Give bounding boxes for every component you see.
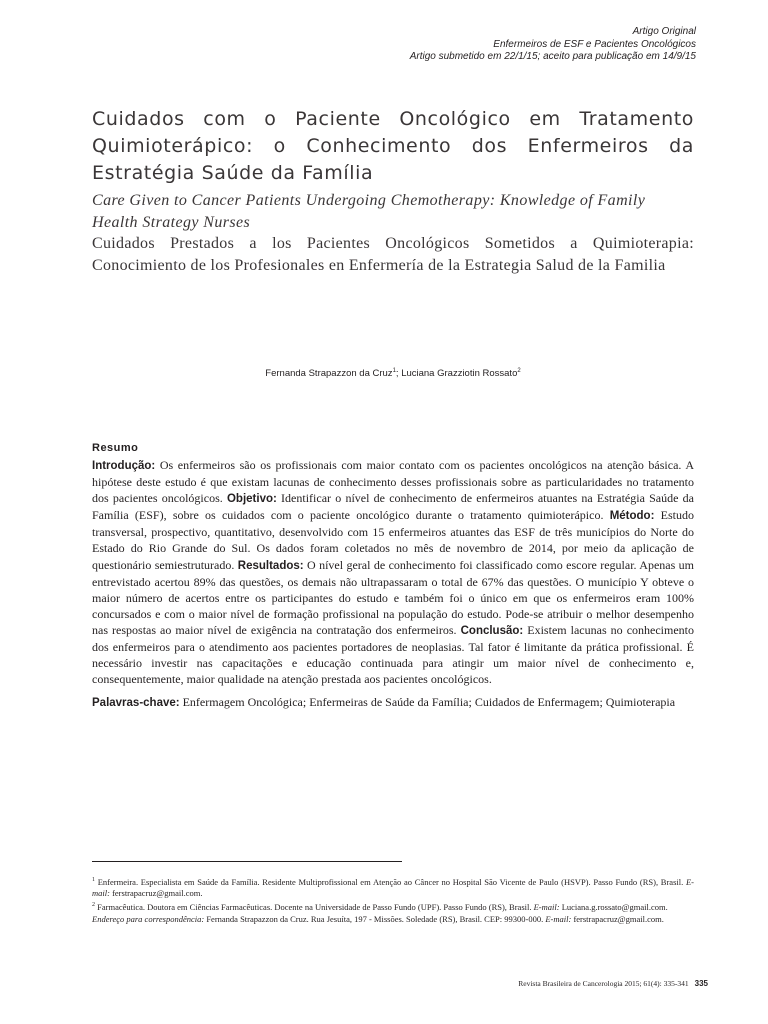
title-spanish: Cuidados Prestados a los Pacientes Oncológicos Sometidos a Quimioterapia: Conocimiento de los Profesionales en Enfermería de la Estrategia Salud de la Familia [92,235,694,274]
method-text: Estudo transversal, prospectivo, quantitativo, desenvolvido com 15 enfermeiros atuantes das ESF de três municípios do Norte do Estado do Rio Grande do Sul. Os dados foram coletados no mês de novembro de 2014, por meio da aplicação de questionário semiestruturado. [92,508,694,572]
submission-dates: Artigo submetido em 22/1/15; aceito para publicação em 14/9/15 [409,51,696,62]
footnote-1-marker: 1 [92,877,95,883]
page-number: 335 [694,979,708,988]
correspondence-text: Fernanda Strapazzon da Cruz. Rua Jesuíta, 197 - Missões. Soledade (RS), Brasil. CEP: 99300-000. [204,914,546,925]
intro-text: Os enfermeiros são os profissionais com maior contato com os pacientes oncológicos na atenção básica. A hipótese deste estudo é que existam lacunas de conhecimento desses profissionais sobre as particularidades no tratamento dos pacientes oncológicos. [92,458,694,506]
footnote-divider [92,861,402,862]
running-header [410,26,696,64]
author-2: Luciana Grazziotin Rossato [401,368,518,380]
intro-label: Introdução: [92,460,156,472]
conclusion-text: Existem lacunas no conhecimento dos enfermeiros para o atendimento aos pacientes portadores de neoplasias. Tal fator é limitante da prática profissional. É necessário investir nas capacitações e educação continuada para atingir um maior nível de conhecimento e, consequentemente, maior qualidade na atenção prestada aos pacientes oncológicos. [92,622,694,687]
footnote-2-email: Luciana.g.rossato@gmail.com. [559,902,668,913]
keywords-label: Palavras-chave: [92,697,180,709]
author-list [92,368,694,379]
correspondence-email: ferstrapacruz@gmail.com. [571,914,664,925]
article-type: Artigo Original [632,26,696,37]
keywords-text: Enfermagem Oncológica; Enfermeiras de Saúde da Família; Cuidados de Enfermagem; Quimioterapia [179,695,676,709]
objective-text: Identificar o nível de conhecimento de enfermeiros atuantes na Estratégia Saúde da Família (ESF), sobre os cuidados com o paciente oncológico durante o tratamento quimioterápico. [92,491,695,523]
correspondence-email-label: E-mail: [545,914,572,925]
journal-citation: Revista Brasileira de Cancerologia 2015; 61(4): 335-341 [518,979,689,988]
short-title: Enfermeiros de ESF e Pacientes Oncológicos [493,38,696,50]
abstract-body [92,457,694,687]
abstract-heading: Resumo [92,442,139,454]
author-1-affiliation: 1 [392,368,396,374]
footnote-1 [92,875,694,899]
footnote-2-marker: 2 [92,902,95,909]
author-1: Fernanda Strapazzon da Cruz [265,368,393,380]
keywords [92,694,694,711]
footnote-2-email-label: E-mail: [533,902,560,913]
author-2-affiliation: 2 [517,368,521,374]
correspondence-label: Endereço para correspondência: [92,914,205,925]
results-text: O nível geral de conhecimento foi classificado como escore regular. Apenas um entrevistado acertou 89% das questões, os demais não ultrapassaram o total de 67% das questões. O município Y obteve o maior número de acertos entre os participantes do estudo e também foi o único em que os enfermeiros eram 100% concursados e com o maior nível de formação profissional na população do estudo. Pode-se atribuir o melhor desempenho nas respostas ao maior nível de exigência na contratação dos enfermeiros. [92,557,695,637]
footnote-1-email-label: E-mail: [92,876,694,899]
results-label: Resultados: [237,559,304,572]
footnote-1-email: ferstrapacruz@gmail.com. [109,888,203,899]
objective-label: Objetivo: [226,493,277,506]
conclusion-label: Conclusão: [460,624,524,637]
footnotes [92,875,694,926]
title-portuguese: Cuidados com o Paciente Oncológico em Tratamento Quimioterápico: o Conhecimento dos Enfermeiros da Estratégia Saúde da Família [92,108,694,184]
footnote-1-text: Enfermeira. Especialista em Saúde da Família. Residente Multiprofissional em Atenção ao Câncer no Hospital São Vicente de Paulo (HSVP). Passo Fundo (RS), Brasil. [95,876,686,887]
method-label: Método: [609,510,655,523]
footnote-2 [92,900,694,913]
author-separator: ; [395,368,402,380]
footnote-2-text: Farmacêutica. Doutora em Ciências Farmacêuticas. Docente na Universidade de Passo Fundo (UPF). Passo Fundo (RS), Brasil. [95,902,534,913]
page-footer [518,979,708,988]
title-english: Care Given to Cancer Patients Undergoing Chemotherapy: Knowledge of Family Health Strategy Nurses [92,192,646,231]
correspondence [92,914,694,925]
